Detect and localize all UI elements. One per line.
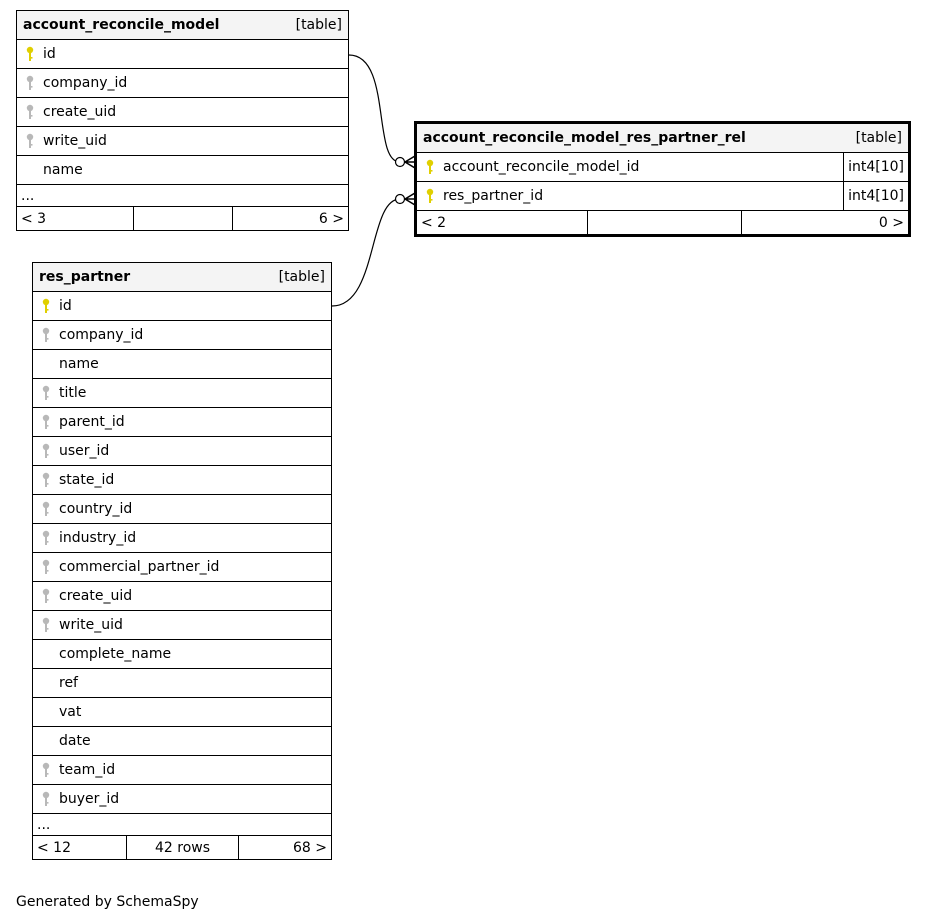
column-row[interactable] xyxy=(33,321,331,350)
column-name[interactable]: company_id xyxy=(43,75,128,91)
primary-key-icon xyxy=(17,46,43,62)
column-name[interactable]: write_uid xyxy=(43,133,107,149)
parents-link[interactable]: < 12 xyxy=(33,836,127,859)
table-header[interactable] xyxy=(33,263,331,292)
column-name[interactable]: id xyxy=(43,46,56,62)
row-count xyxy=(134,207,233,230)
generated-by-label: Generated by SchemaSpy xyxy=(16,894,199,910)
foreign-key-icon xyxy=(33,559,59,575)
column-type: int4[10] xyxy=(843,182,908,210)
table-footer xyxy=(17,207,348,230)
column-row[interactable] xyxy=(33,524,331,553)
row-count: 42 rows xyxy=(127,836,239,859)
column-row[interactable] xyxy=(17,127,348,156)
column-row[interactable] xyxy=(33,408,331,437)
children-link[interactable]: 6 > xyxy=(318,210,344,227)
table-type: [table] xyxy=(295,17,342,33)
column-name[interactable]: write_uid xyxy=(59,617,123,633)
foreign-key-icon xyxy=(33,762,59,778)
foreign-key-icon xyxy=(33,385,59,401)
foreign-key-icon xyxy=(33,472,59,488)
column-row[interactable] xyxy=(33,437,331,466)
foreign-key-icon xyxy=(33,327,59,343)
column-row[interactable] xyxy=(33,553,331,582)
table-footer xyxy=(33,836,331,859)
table-footer xyxy=(417,211,908,234)
foreign-key-icon xyxy=(17,133,43,149)
column-row[interactable] xyxy=(33,727,331,756)
table-name[interactable]: account_reconcile_model xyxy=(23,17,220,33)
column-name[interactable]: buyer_id xyxy=(59,791,120,807)
column-name[interactable]: state_id xyxy=(59,472,115,488)
column-name[interactable]: complete_name xyxy=(59,646,172,662)
column-row[interactable] xyxy=(17,69,348,98)
more-columns-ellipsis: ... xyxy=(33,814,331,836)
table-name[interactable]: res_partner xyxy=(39,269,131,285)
primary-key-icon xyxy=(33,298,59,314)
column-name[interactable]: create_uid xyxy=(59,588,133,604)
column-row[interactable] xyxy=(33,611,331,640)
column-row[interactable] xyxy=(33,669,331,698)
column-name[interactable]: account_reconcile_model_id xyxy=(443,159,640,175)
column-name[interactable]: create_uid xyxy=(43,104,117,120)
primary-key-icon xyxy=(417,159,443,175)
column-row[interactable] xyxy=(33,466,331,495)
column-row[interactable] xyxy=(33,785,331,814)
parents-link[interactable]: < 3 xyxy=(17,207,134,230)
foreign-key-icon xyxy=(17,75,43,91)
table-res-partner[interactable] xyxy=(32,262,332,860)
column-name[interactable]: team_id xyxy=(59,762,116,778)
column-row[interactable] xyxy=(417,153,908,182)
row-count xyxy=(588,211,742,234)
table-header[interactable] xyxy=(17,11,348,40)
column-type: int4[10] xyxy=(843,153,908,181)
column-row[interactable] xyxy=(33,640,331,669)
children-link[interactable]: 0 > xyxy=(878,214,904,231)
column-row[interactable] xyxy=(33,582,331,611)
column-row[interactable] xyxy=(33,350,331,379)
foreign-key-icon xyxy=(33,443,59,459)
optional-circle xyxy=(396,158,405,167)
column-row[interactable] xyxy=(33,495,331,524)
column-name[interactable]: name xyxy=(43,162,83,178)
column-row[interactable] xyxy=(33,292,331,321)
column-name[interactable]: date xyxy=(59,733,91,749)
foreign-key-icon xyxy=(33,501,59,517)
foreign-key-icon xyxy=(33,791,59,807)
column-row[interactable] xyxy=(33,756,331,785)
column-name[interactable]: company_id xyxy=(59,327,144,343)
table-type: [table] xyxy=(278,269,325,285)
column-name[interactable]: country_id xyxy=(59,501,133,517)
foreign-key-icon xyxy=(33,414,59,430)
column-name[interactable]: parent_id xyxy=(59,414,125,430)
optional-circle xyxy=(396,195,405,204)
column-name[interactable]: res_partner_id xyxy=(443,188,544,204)
column-name[interactable]: ref xyxy=(59,675,78,691)
column-row[interactable] xyxy=(17,98,348,127)
column-name[interactable]: title xyxy=(59,385,87,401)
parents-link[interactable]: < 2 xyxy=(417,211,588,234)
table-header[interactable] xyxy=(417,124,908,153)
table-account-reconcile-model[interactable] xyxy=(16,10,349,231)
table-type: [table] xyxy=(855,130,902,146)
foreign-key-icon xyxy=(33,617,59,633)
column-name[interactable]: user_id xyxy=(59,443,110,459)
column-row[interactable] xyxy=(17,40,348,69)
column-name[interactable]: vat xyxy=(59,704,82,720)
column-name[interactable]: id xyxy=(59,298,72,314)
foreign-key-icon xyxy=(33,588,59,604)
column-name[interactable]: name xyxy=(59,356,99,372)
column-name[interactable]: commercial_partner_id xyxy=(59,559,220,575)
column-row[interactable] xyxy=(17,156,348,185)
column-row[interactable] xyxy=(33,379,331,408)
foreign-key-icon xyxy=(17,104,43,120)
column-row[interactable] xyxy=(417,182,908,211)
table-account-reconcile-model-res-partner-rel[interactable] xyxy=(414,121,911,237)
column-name[interactable]: industry_id xyxy=(59,530,137,546)
foreign-key-icon xyxy=(33,530,59,546)
children-link[interactable]: 68 > xyxy=(293,839,327,856)
table-name[interactable]: account_reconcile_model_res_partner_rel xyxy=(423,130,746,146)
more-columns-ellipsis: ... xyxy=(17,185,348,207)
column-row[interactable] xyxy=(33,698,331,727)
primary-key-icon xyxy=(417,188,443,204)
